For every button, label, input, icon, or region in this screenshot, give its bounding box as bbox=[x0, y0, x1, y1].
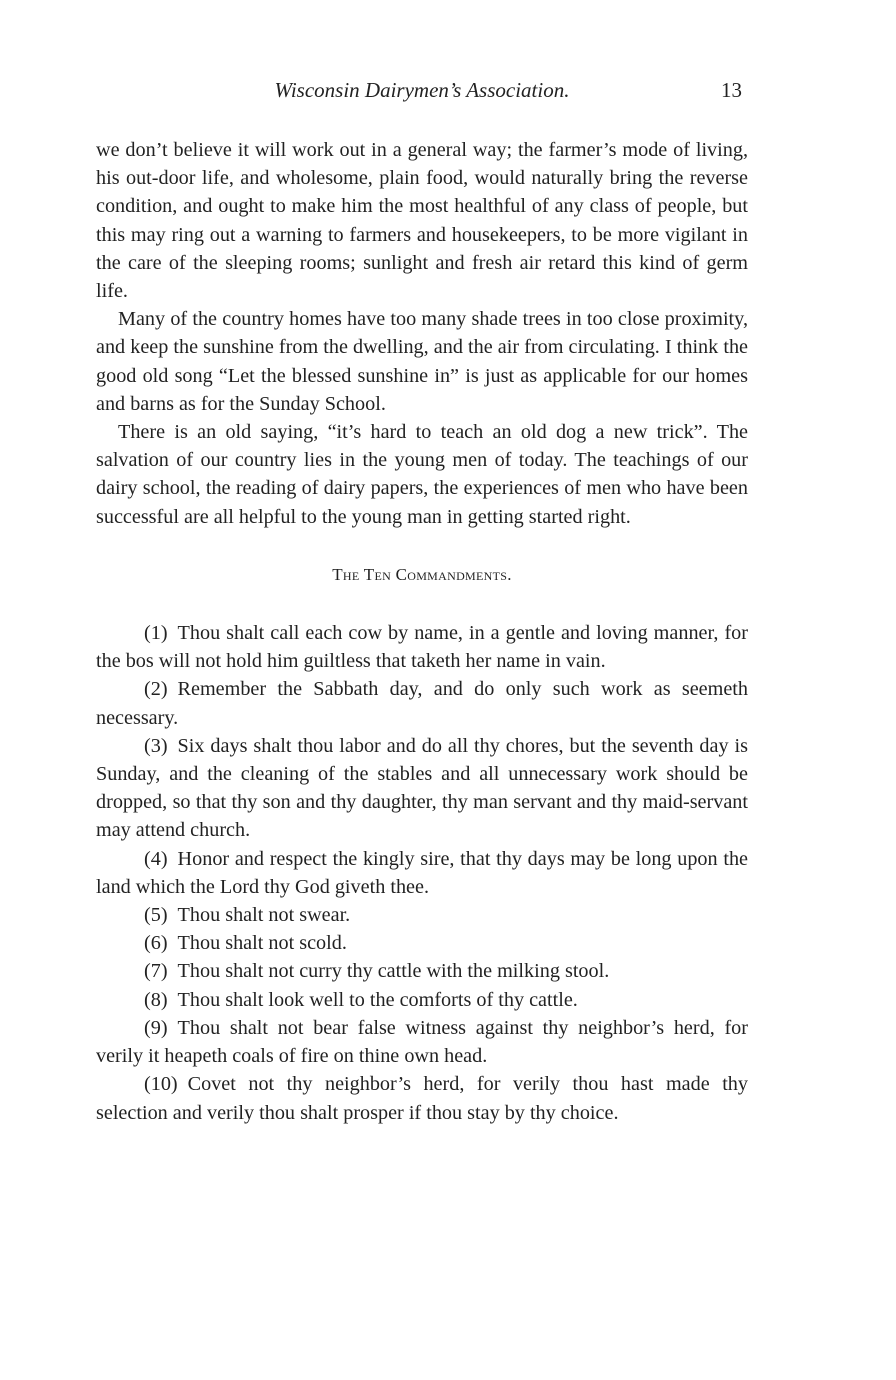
commandment-number: (10) bbox=[144, 1073, 178, 1096]
commandment-text: Thou shalt not curry thy cattle with the milking stool. bbox=[177, 960, 610, 983]
paragraph-shade-trees: Many of the country homes have too many shade trees in too close proximity, and keep the sunshine from the dwelling, and the air from circulating. I think the good old song “Let the blessed sunshine in” is just as applicable for our homes and barns as for the Sunday School. bbox=[96, 308, 748, 415]
commandment-item bbox=[96, 986, 748, 1014]
commandment-text: Covet not thy neighbor’s herd, for verily thou hast made thy selection and verily thou shalt prosper if thou stay by thy choice. bbox=[96, 1073, 748, 1124]
paragraph-continuation: we don’t believe it will work out in a general way; the farmer’s mode of living, his out-door life, and wholesome, plain food, would naturally bring the reverse condition, and ought to make him the most healthful of any class of people, but this may ring out a warning to farmers and housekeepers, to be more vigilant in the care of the sleeping rooms; sunlight and fresh air retard this kind of germ life. bbox=[96, 139, 748, 303]
commandment-number: (4) bbox=[144, 847, 168, 870]
commandment-item bbox=[96, 901, 748, 929]
commandment-number: (7) bbox=[144, 960, 168, 983]
commandment-number: (1) bbox=[144, 622, 168, 645]
commandment-item bbox=[96, 675, 748, 731]
commandment-number: (2) bbox=[144, 678, 168, 701]
commandment-text: Thou shalt not swear. bbox=[177, 904, 351, 927]
commandments-list bbox=[96, 619, 748, 1127]
running-title: Wisconsin Dairymen’s Association. bbox=[274, 78, 570, 102]
page-number: 13 bbox=[721, 78, 742, 102]
paragraph-old-saying: There is an old saying, “it’s hard to teach an old dog a new trick”. The salvation of our country lies in the young men of today. The teachings of our dairy school, the reading of dairy papers, the experiences of men who have been successful are all helpful to the young man in getting started right. bbox=[96, 421, 748, 528]
commandment-item bbox=[96, 1014, 748, 1070]
commandment-text: Honor and respect the kingly sire, that thy days may be long upon the land which the Lord thy God giveth thee. bbox=[96, 847, 748, 898]
commandment-text: Thou shalt look well to the comforts of thy cattle. bbox=[177, 988, 578, 1011]
section-heading: The Ten Commandments. bbox=[332, 564, 512, 584]
commandment-text: Thou shalt call each cow by name, in a gentle and loving manner, for the bos will not hold him guiltless that taketh her name in vain. bbox=[96, 622, 748, 673]
commandment-item bbox=[96, 1070, 748, 1126]
commandment-number: (5) bbox=[144, 904, 168, 927]
commandment-number: (9) bbox=[144, 1016, 168, 1039]
commandment-number: (3) bbox=[144, 734, 168, 757]
commandment-text: Remember the Sabbath day, and do only such work as seemeth necessary. bbox=[96, 678, 748, 729]
commandment-item bbox=[96, 845, 748, 901]
commandment-number: (6) bbox=[144, 932, 168, 955]
commandment-item bbox=[96, 732, 748, 845]
commandment-number: (8) bbox=[144, 988, 168, 1011]
commandment-text: Thou shalt not scold. bbox=[177, 932, 347, 955]
commandment-item bbox=[96, 929, 748, 957]
document-page bbox=[96, 78, 748, 1127]
commandment-item bbox=[96, 957, 748, 985]
commandment-item bbox=[96, 619, 748, 675]
commandment-text: Six days shalt thou labor and do all thy chores, but the seventh day is Sunday, and the cleaning of the stables and all unnecessary work should be dropped, so that thy son and thy daughter, thy man servant and thy maid-servant may attend church. bbox=[96, 734, 748, 842]
page-header bbox=[96, 78, 748, 110]
body-text bbox=[96, 136, 748, 1127]
commandment-text: Thou shalt not bear false witness against thy neighbor’s herd, for verily it heapeth coals of fire on thine own head. bbox=[96, 1016, 748, 1068]
